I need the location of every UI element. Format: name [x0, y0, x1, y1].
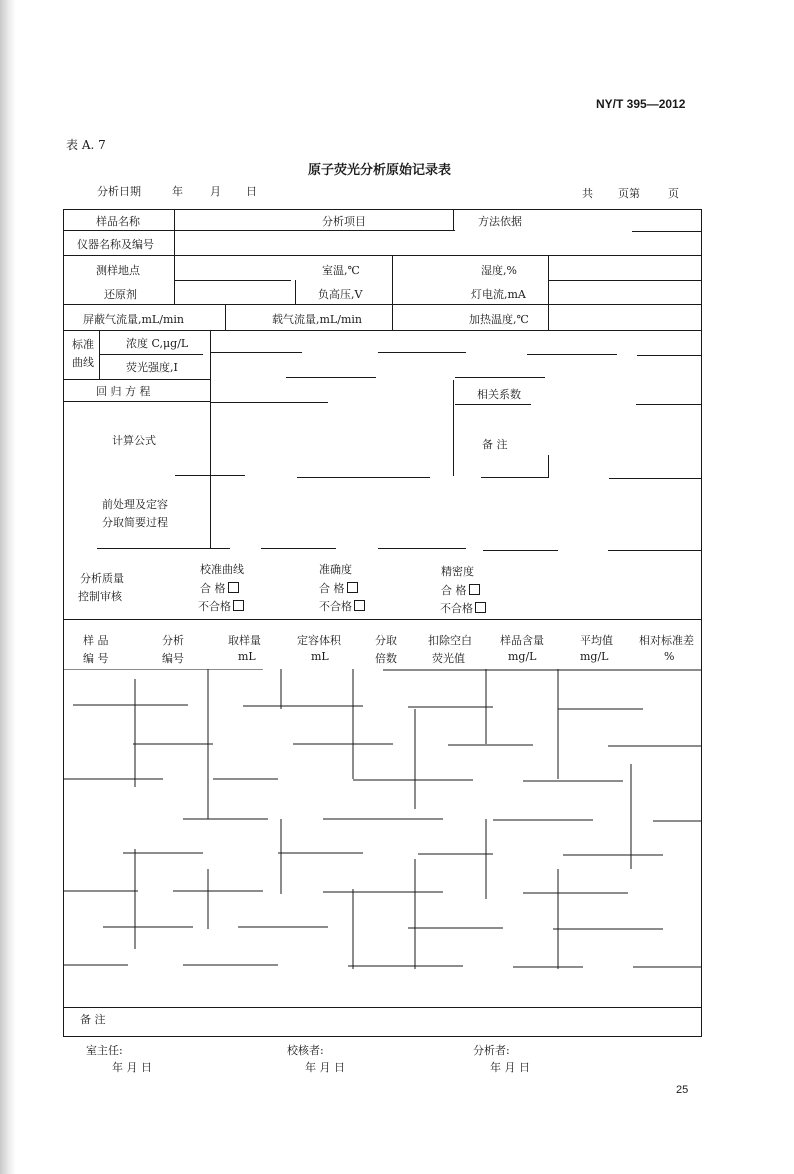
header-sample-volume-line1: 取样量 — [228, 634, 261, 647]
qc-precision-fail-label: 不合格 — [440, 602, 473, 615]
regression-label: 回 归 方 程 — [96, 385, 151, 398]
qc-accuracy-pass — [319, 580, 358, 596]
remarks-label: 备 注 — [482, 438, 508, 451]
qc-precision-fail — [440, 600, 486, 616]
sample-name-label: 样品名称 — [96, 215, 140, 228]
pretreatment-line2: 分取简要过程 — [102, 516, 168, 529]
signature-checker-date: 年 月 日 — [305, 1061, 345, 1074]
rule — [483, 550, 558, 551]
rule — [609, 478, 702, 479]
rule — [97, 548, 230, 549]
concentration-label: 浓度 C,μg/L — [126, 337, 189, 350]
page-end-label: 页 — [668, 187, 679, 200]
qc-calibration-title: 校准曲线 — [200, 563, 244, 576]
rule — [481, 477, 549, 478]
qc-precision-fail-checkbox[interactable] — [475, 602, 486, 613]
rule — [637, 355, 702, 356]
data-grid-lines — [63, 669, 702, 1007]
rule — [636, 404, 702, 405]
humidity-label: 湿度,% — [481, 264, 517, 277]
rule — [99, 330, 100, 379]
instrument-label: 仪器名称及编号 — [77, 238, 154, 251]
header-sample-no-line1: 样 品 — [83, 634, 109, 647]
rule — [63, 379, 211, 380]
method-basis-label: 方法依据 — [478, 215, 522, 228]
qc-label-line1: 分析质量 — [80, 572, 124, 585]
correlation-label: 相关系数 — [477, 388, 521, 401]
page-total-label: 共 — [582, 187, 593, 200]
header-dilution-line1: 分取 — [375, 634, 397, 647]
date-day: 日 — [246, 185, 257, 198]
data-grid — [63, 669, 702, 1007]
room-temp-label: 室温,℃ — [322, 264, 360, 277]
header-sample-content-line1: 样品含量 — [500, 634, 544, 647]
rule — [453, 380, 454, 476]
rule — [210, 330, 211, 548]
fluorescence-label: 荧光强度,I — [126, 361, 178, 374]
rule — [527, 354, 617, 355]
rule — [225, 304, 226, 330]
date-year: 年 — [172, 185, 183, 198]
rule — [63, 255, 702, 256]
rule — [63, 619, 702, 620]
header-mean-line2: mg/L — [580, 650, 609, 663]
header-final-volume-line1: 定容体积 — [297, 634, 341, 647]
page-number-label: 页第 — [618, 187, 640, 200]
qc-accuracy-pass-label: 合 格 — [319, 582, 345, 595]
header-rsd-line2: % — [664, 650, 675, 663]
qc-precision-pass-checkbox[interactable] — [469, 584, 480, 595]
header-blank-corrected-line1: 扣除空白 — [428, 634, 472, 647]
rule — [297, 477, 430, 478]
qc-precision-title: 精密度 — [441, 565, 474, 578]
signature-checker-label: 校核者: — [287, 1044, 324, 1057]
rule — [453, 209, 454, 230]
header-sample-no-line2: 编 号 — [83, 652, 109, 665]
rule — [286, 377, 376, 378]
rule — [63, 1007, 702, 1008]
rule — [210, 402, 328, 403]
shield-gas-label: 屏蔽气流量,mL/min — [83, 313, 184, 326]
rule — [100, 354, 203, 355]
rule — [548, 255, 549, 331]
rule — [392, 304, 393, 330]
signature-analyst-date: 年 月 日 — [490, 1061, 530, 1074]
rule — [548, 455, 549, 477]
header-sample-volume-line2: mL — [238, 650, 256, 663]
qc-calibration-pass-checkbox[interactable] — [228, 582, 239, 593]
rule — [63, 230, 455, 231]
footer-remarks-label: 备 注 — [80, 1013, 106, 1026]
qc-calibration-fail-checkbox[interactable] — [233, 600, 244, 611]
rule — [632, 231, 702, 232]
qc-accuracy-title: 准确度 — [319, 563, 352, 576]
carrier-gas-label: 载气流量,mL/min — [272, 313, 362, 326]
rule — [392, 255, 393, 304]
qc-accuracy-fail — [319, 598, 365, 614]
qc-accuracy-fail-checkbox[interactable] — [354, 600, 365, 611]
qc-calibration-fail — [198, 598, 244, 614]
page-number: 25 — [676, 1084, 689, 1096]
rule — [455, 404, 531, 405]
signature-analyst-label: 分析者: — [473, 1044, 510, 1057]
qc-precision-pass — [441, 582, 480, 598]
header-analysis-no-line2: 编号 — [162, 652, 184, 665]
rule — [261, 548, 336, 549]
qc-calibration-pass — [200, 580, 239, 596]
form-title: 原子荧光分析原始记录表 — [308, 163, 452, 178]
rule — [378, 548, 466, 549]
header-analysis-no-line1: 分析 — [162, 634, 184, 647]
location-label: 测样地点 — [96, 264, 140, 277]
qc-calibration-pass-label: 合 格 — [200, 582, 226, 595]
formula-label: 计算公式 — [112, 434, 156, 447]
rule — [63, 304, 702, 305]
header-final-volume-line2: mL — [311, 650, 329, 663]
qc-accuracy-fail-label: 不合格 — [319, 600, 352, 613]
rule — [548, 280, 702, 281]
rule — [608, 550, 702, 551]
header-blank-corrected-line2: 荧光值 — [432, 652, 465, 665]
negative-hv-label: 负高压,V — [318, 288, 363, 301]
header-rsd-line1: 相对标准差 — [639, 634, 694, 647]
table-number: 表 A. 7 — [66, 138, 106, 152]
rule — [63, 401, 211, 402]
qc-label-line2: 控制审核 — [78, 590, 122, 603]
header-mean-line1: 平均值 — [580, 634, 613, 647]
rule — [455, 377, 545, 378]
date-month: 月 — [210, 185, 221, 198]
qc-accuracy-pass-checkbox[interactable] — [347, 582, 358, 593]
signature-director-date: 年 月 日 — [112, 1061, 152, 1074]
qc-precision-pass-label: 合 格 — [441, 584, 467, 597]
rule — [295, 280, 296, 304]
rule — [63, 330, 702, 331]
heating-temp-label: 加热温度,℃ — [469, 313, 529, 326]
rule — [210, 352, 302, 353]
rule — [378, 352, 466, 353]
lamp-current-label: 灯电流,mA — [471, 288, 526, 301]
header-sample-content-line2: mg/L — [508, 650, 537, 663]
rule — [175, 280, 291, 281]
analysis-item-label: 分析项目 — [322, 215, 366, 228]
calibration-label-line1: 标准 — [72, 338, 94, 351]
rule — [174, 209, 175, 305]
header-dilution-line2: 倍数 — [375, 652, 397, 665]
qc-calibration-fail-label: 不合格 — [198, 600, 231, 613]
analysis-date-label: 分析日期 — [97, 185, 141, 198]
pretreatment-line1: 前处理及定容 — [102, 498, 168, 511]
calibration-label-line2: 曲线 — [72, 356, 94, 369]
standard-code: NY/T 395—2012 — [596, 97, 686, 111]
binding-edge-shadow — [0, 0, 16, 1174]
reductant-label: 还原剂 — [104, 288, 137, 301]
signature-director-label: 室主任: — [86, 1044, 123, 1057]
